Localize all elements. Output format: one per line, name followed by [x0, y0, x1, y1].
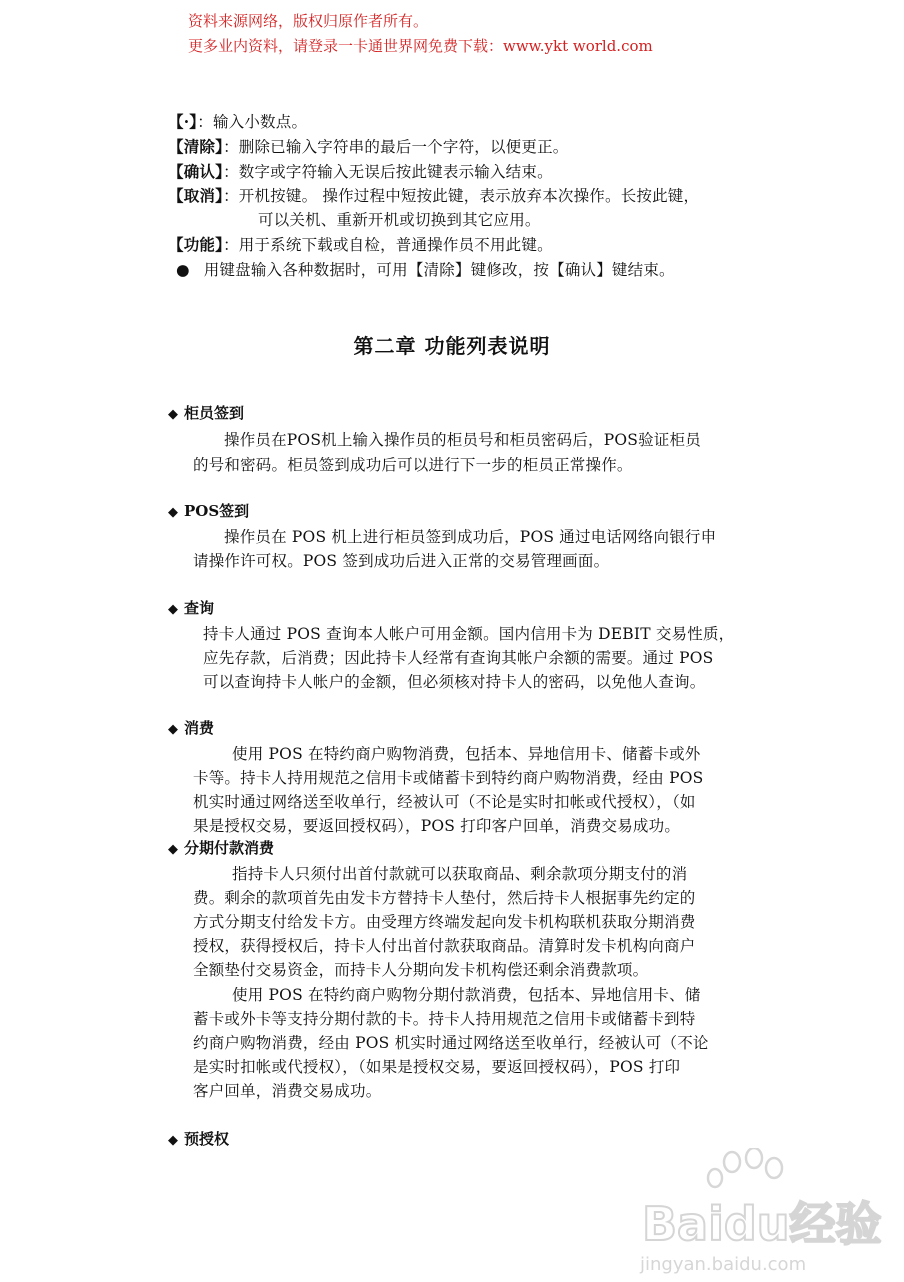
paragraph-line: 费。剩余的款项首先由发卡方替持卡人垫付，然后持卡人根据事先约定的: [193, 889, 696, 907]
key-label: 【取消】: [168, 186, 224, 205]
diamond-bullet-icon: ◆: [168, 505, 178, 520]
section-title: 查询: [184, 599, 215, 617]
bullet-text: 用键盘输入各种数据时，可用【清除】键修改，按【确认】键结束。: [203, 261, 675, 279]
key-label: 【清除】: [168, 137, 224, 156]
paragraph-line: 授权，获得授权后，持卡人付出首付款获取商品。清算时发卡机构向商户: [193, 937, 696, 955]
bullet-icon: ●: [176, 261, 190, 279]
diamond-bullet-icon: ◆: [168, 1133, 178, 1148]
source-note: 资料来源网络，版权归原作者所有。: [188, 12, 429, 30]
chapter-title: 第二章 功能列表说明: [353, 334, 551, 358]
bullet-note: [176, 258, 675, 280]
paragraph-line: 机实时通过网络送至收单行，经被认可（不论是实时扣帐或代授权），（如: [193, 793, 696, 811]
key-desc: 可以关机、重新开机或切换到其它应用。: [258, 211, 541, 229]
section-heading-inquiry: [168, 597, 214, 618]
section-title: POS签到: [184, 502, 250, 520]
paragraph-line: 持卡人通过 POS 查询本人帐户可用金额。国内信用卡为 DEBIT 交易性质，: [203, 625, 735, 643]
paragraph-line: 操作员在 POS 机上进行柜员签到成功后，POS 通过电话网络向银行申: [224, 528, 717, 546]
section-heading-teller-signin: [168, 402, 244, 423]
section-title: 预授权: [184, 1130, 230, 1148]
watermark-brand: Baidu经验: [642, 1197, 882, 1251]
paragraph-line: 方式分期支付给发卡方。由受理方终端发起向发卡机构联机获取分期消费: [193, 913, 696, 931]
diamond-bullet-icon: ◆: [168, 842, 178, 857]
paragraph-line: 是实时扣帐或代授权），（如果是授权交易，要返回授权码），POS 打印: [193, 1058, 681, 1076]
paragraph-line: 请操作许可权。POS 签到成功后进入正常的交易管理画面。: [193, 552, 610, 570]
section-title: 消费: [184, 719, 215, 737]
key-desc: ：开机按键。 操作过程中短按此键，表示放弃本次操作。长按此键，: [223, 187, 700, 205]
key-desc: ：输入小数点。: [197, 113, 308, 131]
key-row-cancel-cont: [258, 208, 541, 230]
diamond-bullet-icon: ◆: [168, 407, 178, 422]
paragraph-line: 果是授权交易，要返回授权码），POS 打印客户回单，消费交易成功。: [193, 817, 681, 835]
watermark-url: jingyan.baidu.com: [640, 1254, 807, 1275]
paragraph-line: 蓄卡或外卡等支持分期付款的卡。持卡人持用规范之信用卡或储蓄卡到特: [193, 1010, 696, 1028]
key-row-confirm: [168, 160, 553, 182]
key-label: 【·】: [168, 112, 198, 131]
diamond-bullet-icon: ◆: [168, 602, 178, 617]
download-note: 更多业内资料，请登录一卡通世界网免费下载：www.ykt world.com: [188, 37, 653, 55]
paragraph-line: 指持卡人只须付出首付款就可以获取商品、剩余款项分期支付的消: [232, 865, 688, 883]
section-heading-purchase: [168, 717, 214, 738]
section-title: 分期付款消费: [184, 839, 275, 857]
baidu-jingyan-watermark: [636, 1148, 896, 1278]
section-title: 柜员签到: [184, 404, 245, 422]
key-row-clear: [168, 135, 568, 157]
key-desc: ：用于系统下载或自检，普通操作员不用此键。: [223, 236, 553, 254]
paragraph-line: 约商户购物消费，经由 POS 机实时通过网络送至收单行，经被认可（不论: [193, 1034, 709, 1052]
key-row-dot: [168, 110, 307, 132]
key-label: 【功能】: [168, 235, 224, 254]
section-heading-preauth: [168, 1128, 229, 1149]
paw-logo-icon: [636, 1148, 896, 1278]
section-heading-pos-signin: [168, 500, 249, 521]
paragraph-line: 操作员在POS机上输入操作员的柜员号和柜员密码后，POS验证柜员: [224, 431, 701, 449]
paragraph-line: 全额垫付交易资金，而持卡人分期向发卡机构偿还剩余消费款项。: [193, 961, 649, 979]
paragraph-line: 使用 POS 在特约商户购物分期付款消费，包括本、异地信用卡、储: [232, 986, 701, 1004]
key-desc: ：删除已输入字符串的最后一个字符，以便更正。: [223, 138, 569, 156]
paragraph-line: 应先存款，后消费；因此持卡人经常有查询其帐户余额的需要。通过 POS: [203, 649, 714, 667]
key-row-cancel: [168, 184, 699, 206]
paragraph-line: 客户回单，消费交易成功。: [193, 1082, 382, 1100]
key-row-function: [168, 233, 553, 255]
diamond-bullet-icon: ◆: [168, 722, 178, 737]
paragraph-line: 可以查询持卡人帐户的金额，但必须核对持卡人的密码，以免他人查询。: [203, 673, 706, 691]
key-label: 【确认】: [168, 162, 224, 181]
paragraph-line: 卡等。持卡人持用规范之信用卡或储蓄卡到特约商户购物消费，经由 POS: [193, 769, 704, 787]
key-desc: ：数字或字符输入无误后按此键表示输入结束。: [223, 163, 553, 181]
paragraph-line: 使用 POS 在特约商户购物消费，包括本、异地信用卡、储蓄卡或外: [232, 745, 701, 763]
section-heading-installment: [168, 837, 274, 858]
paragraph-line: 的号和密码。柜员签到成功后可以进行下一步的柜员正常操作。: [193, 456, 633, 474]
